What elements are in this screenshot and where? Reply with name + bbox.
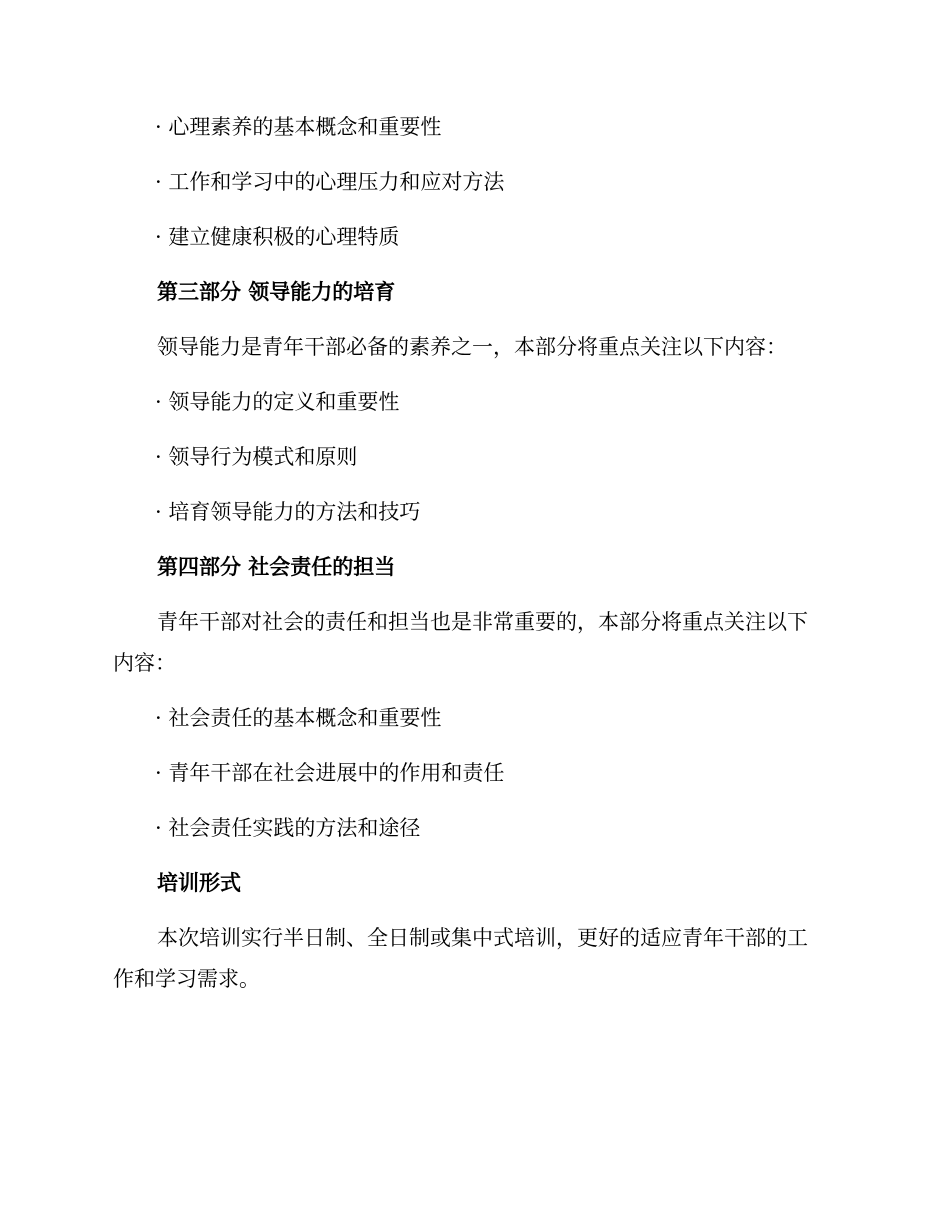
bullet-item: · 建立健康积极的心理特质 <box>155 225 400 249</box>
bullet-item: · 社会责任的基本概念和重要性 <box>155 706 442 730</box>
section-heading-format: 培训形式 <box>157 870 241 895</box>
paragraph-part4-intro-line2: 内容： <box>113 651 176 675</box>
bullet-item: · 领导行为模式和原则 <box>155 445 358 469</box>
paragraph-part3-intro: 领导能力是青年干部必备的素养之一，本部分将重点关注以下内容： <box>157 335 787 359</box>
paragraph-format-line2: 作和学习需求。 <box>113 967 260 991</box>
bullet-item: · 社会责任实践的方法和途径 <box>155 816 421 840</box>
bullet-item: · 工作和学习中的心理压力和应对方法 <box>155 170 505 194</box>
section-heading-part4: 第四部分 社会责任的担当 <box>157 554 396 579</box>
bullet-item: · 青年干部在社会进展中的作用和责任 <box>155 761 505 785</box>
section-heading-part3: 第三部分 领导能力的培育 <box>157 279 396 304</box>
bullet-item: · 领导能力的定义和重要性 <box>155 390 400 414</box>
bullet-item: · 心理素养的基本概念和重要性 <box>155 115 442 139</box>
paragraph-format-line1: 本次培训实行半日制、全日制或集中式培训，更好的适应青年干部的工 <box>157 926 808 950</box>
bullet-item: · 培育领导能力的方法和技巧 <box>155 500 421 524</box>
paragraph-part4-intro-line1: 青年干部对社会的责任和担当也是非常重要的，本部分将重点关注以下 <box>157 610 808 634</box>
